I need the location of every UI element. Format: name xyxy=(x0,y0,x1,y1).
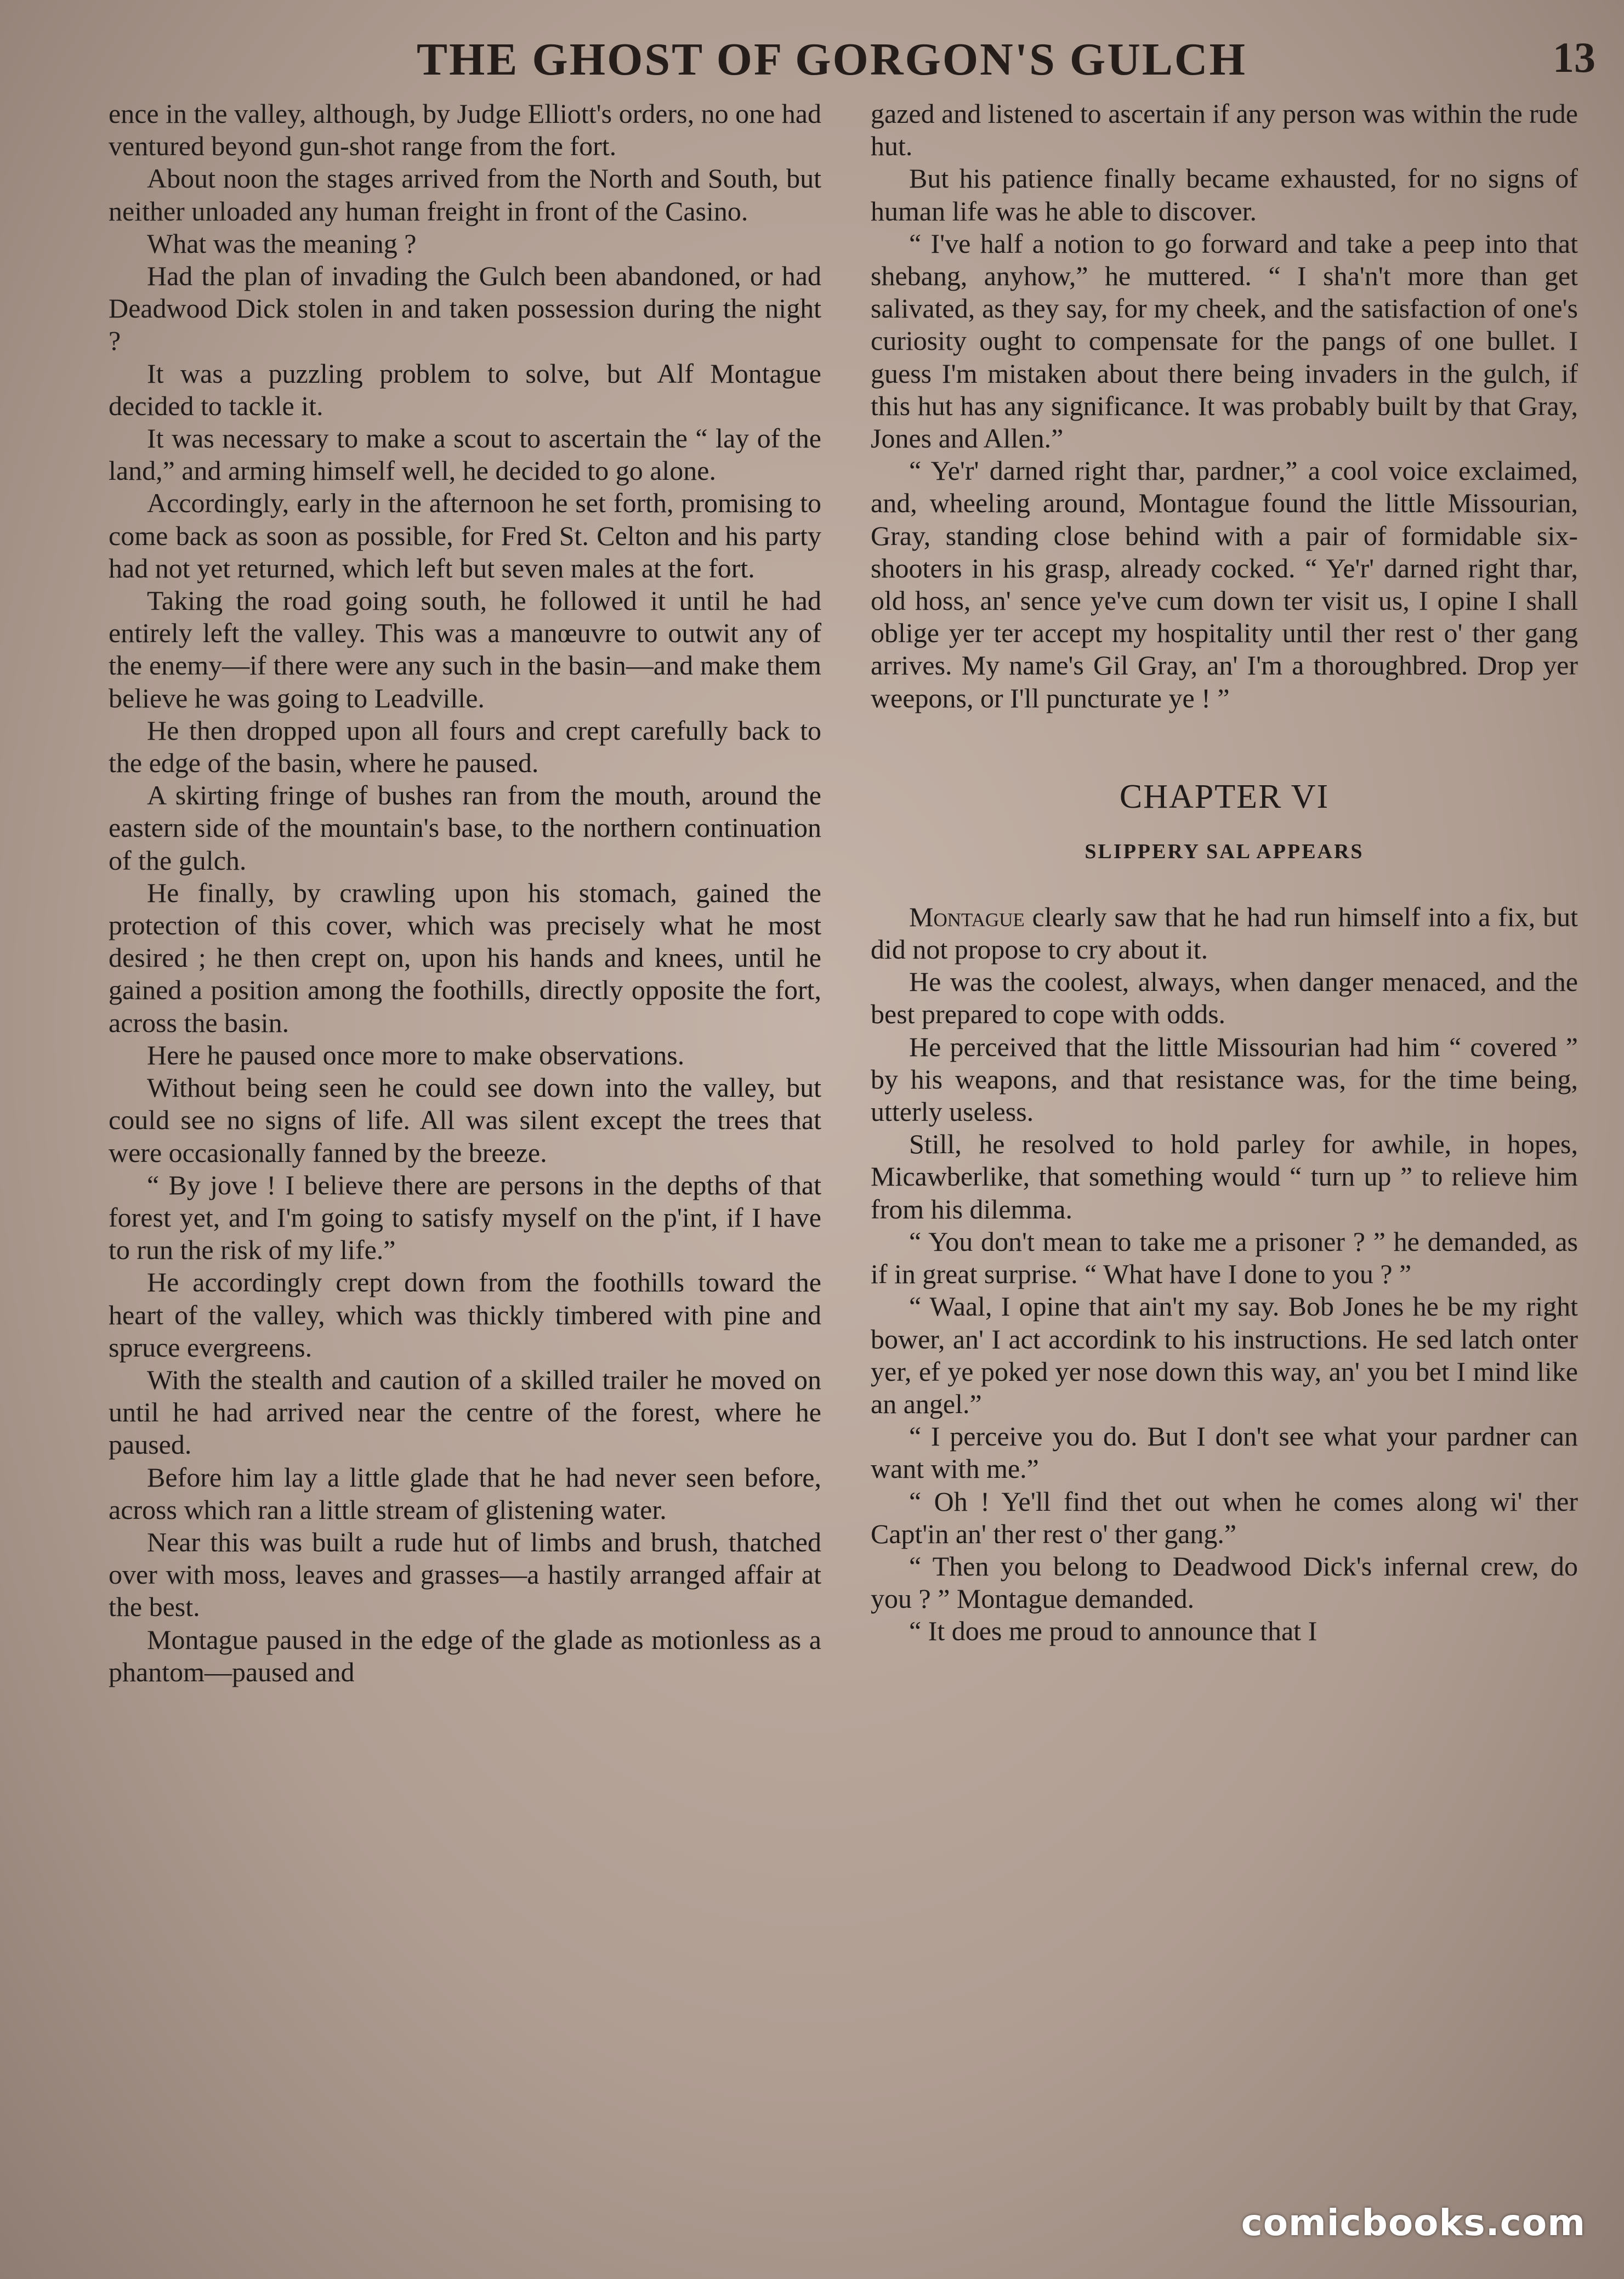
paragraph: He was the coolest, always, when danger menaced, and the best prepared to cope with odds. xyxy=(871,966,1578,1030)
paragraph: Taking the road going south, he followed it until he had entirely left the valley. This was a manœuvre to outwit any of the enemy—if there were any such in the basin—and make them believe he was going to Leadville. xyxy=(109,585,821,713)
paragraph: Accordingly, early in the afternoon he set forth, promising to come back as soon as possible, for Fred St. Celton and his party had not yet returned, which left but seven males at the fort. xyxy=(109,487,821,583)
running-title: THE GHOST OF GORGON'S GULCH xyxy=(417,34,1247,85)
site-watermark: comicbooks.com xyxy=(1241,2202,1586,2244)
paragraph: “ Oh ! Ye'll find thet out when he comes along wi' ther Capt'in an' ther rest o' ther gang.” xyxy=(871,1486,1578,1549)
left-column xyxy=(109,98,821,1688)
paragraph: Without being seen he could see down into the valley, but could see no signs of life. All was silent except the trees that were occasionally fanned by the breeze. xyxy=(109,1072,821,1168)
chapter-opening-paragraph xyxy=(871,901,1578,966)
paragraph: It was necessary to make a scout to ascertain the “ lay of the land,” and arming himself well, he decided to go alone. xyxy=(109,423,821,486)
paragraph: He then dropped upon all fours and crept carefully back to the edge of the basin, where he paused. xyxy=(109,715,821,779)
paragraph: He finally, by crawling upon his stomach, gained the protection of this cover, which was precisely what he most desired ; he then crept on, upon his hands and knees, until he gained a position among the foothills, directly opposite the fort, across the basin. xyxy=(109,877,821,1038)
chapter-heading: CHAPTER VI xyxy=(1119,778,1330,815)
right-column xyxy=(871,98,1578,1648)
page-header xyxy=(0,33,1624,93)
page-number: 13 xyxy=(1553,33,1595,81)
chapter-opening-word: Montague xyxy=(909,901,1025,932)
paragraph: About noon the stages arrived from the North and South, but neither unloaded any human freight in front of the Casino. xyxy=(109,163,821,226)
paragraph: “ Ye'r' darned right thar, pardner,” a cool voice exclaimed, and, wheeling around, Montague found the little Missourian, Gray, standing close behind with a pair of formidable six-shooters in his grasp, already cocked. “ Ye'r' darned right thar, old hoss, an' sence ye've cum down ter visit us, I opine I shall oblige yer ter accept my hospitality until ther rest o' ther gang arrives. My name's Gil Gray, an' I'm a thoroughbred. Drop yer weepons, or I'll puncturate ye ! ” xyxy=(871,455,1578,713)
paragraph: “ Waal, I opine that ain't my say. Bob Jones he be my right bower, an' I act accordink to his instructions. He sed latch onter yer, ef ye poked yer nose down this way, an' you bet I mind like an angel.” xyxy=(871,1291,1578,1419)
paragraph: Still, he resolved to hold parley for awhile, in hopes, Micawberlike, that something would “ turn up ” to relieve him from his dilemma. xyxy=(871,1129,1578,1224)
paragraph: With the stealth and caution of a skilled trailer he moved on until he had arrived near the centre of the forest, where he paused. xyxy=(109,1364,821,1460)
paragraph: It was a puzzling problem to solve, but Alf Montague decided to tackle it. xyxy=(109,358,821,421)
paragraph: What was the meaning ? xyxy=(147,228,417,259)
paragraph: He accordingly crept down from the foothills toward the heart of the valley, which was thickly timbered with pine and spruce evergreens. xyxy=(109,1267,821,1363)
paragraph: “ It does me proud to announce that I xyxy=(909,1615,1318,1647)
paragraph: Montague paused in the edge of the glade as motionless as a phantom—paused and xyxy=(109,1624,821,1687)
chapter-opening-text: clearly saw that he had run himself into a fix, but did not propose to cry about it. xyxy=(871,901,1578,965)
paragraph: Had the plan of invading the Gulch been abandoned, or had Deadwood Dick stolen in and taken possession during the night ? xyxy=(109,260,821,356)
paragraph: “ By jove ! I believe there are persons in the depths of that forest yet, and I'm going to satisfy myself on the p'int, if I have to run the risk of my life.” xyxy=(109,1169,821,1266)
paragraph: A skirting fringe of bushes ran from the mouth, around the eastern side of the mountain's base, to the northern continuation of the gulch. xyxy=(109,780,821,876)
paragraph: But his patience finally became exhausted, for no signs of human life was he able to discover. xyxy=(871,163,1578,226)
paragraph: Here he paused once more to make observations. xyxy=(147,1039,685,1070)
paragraph: “ You don't mean to take me a prisoner ? ” he demanded, as if in great surprise. “ What have I done to you ? ” xyxy=(871,1226,1578,1290)
chapter-subtitle: SLIPPERY SAL APPEARS xyxy=(1084,840,1364,863)
paragraph: Near this was built a rude hut of limbs and brush, thatched over with moss, leaves and grasses—a hastily arranged affair at the best. xyxy=(109,1526,821,1623)
paragraph: ence in the valley, although, by Judge Elliott's orders, no one had ventured beyond gun-shot range from the fort. xyxy=(109,98,821,162)
paragraph: Before him lay a little glade that he had never seen before, across which ran a little stream of glistening water. xyxy=(109,1461,821,1525)
paragraph: gazed and listened to ascertain if any person was within the rude hut. xyxy=(871,98,1578,162)
paragraph: “ I've half a notion to go forward and take a peep into that shebang, anyhow,” he muttered. “ I sha'n't more than get salivated, as they say, for my cheek, and the satisfaction of one's curiosity ought to compensate for the pangs of one bullet. I guess I'm mistaken about there being invaders in the gulch, if this hut has any significance. It was probably built by that Gray, Jones and Allen.” xyxy=(871,228,1578,454)
paragraph: He perceived that the little Missourian had him “ covered ” by his weapons, and that resistance was, for the time being, utterly useless. xyxy=(871,1031,1578,1127)
paragraph: “ Then you belong to Deadwood Dick's infernal crew, do you ? ” Montague demanded. xyxy=(871,1550,1578,1614)
paragraph: “ I perceive you do. But I don't see what your pardner can want with me.” xyxy=(871,1421,1578,1484)
